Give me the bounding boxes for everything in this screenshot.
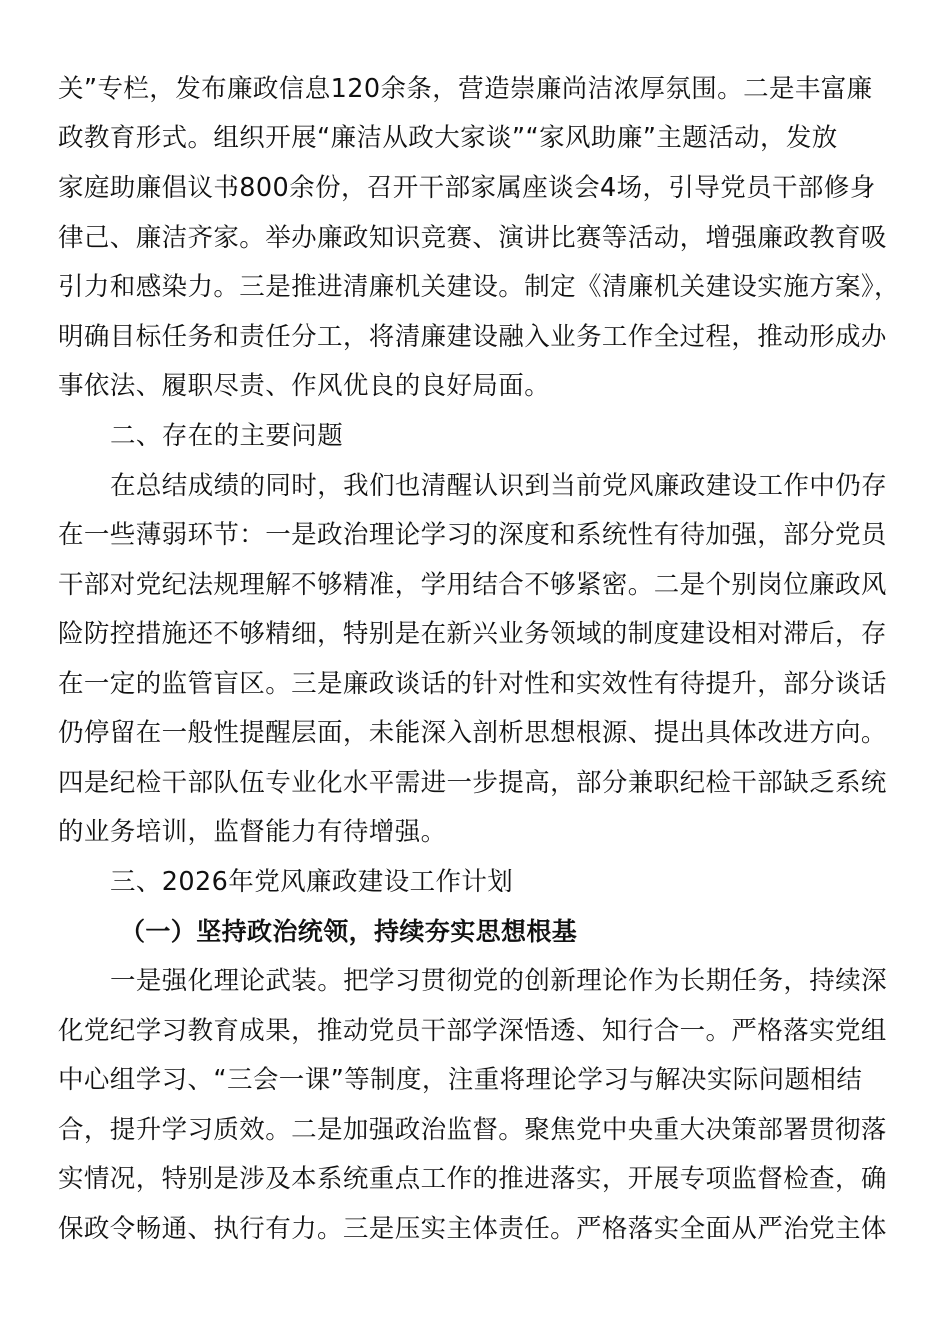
section-heading-2: 二、存在的主要问题 xyxy=(110,421,344,451)
body-text-line: 仍停留在一般性提醒层面，未能深入剖析思想根源、提出具体改进方向。 xyxy=(58,718,887,748)
body-text-line: 在一定的监管盲区。三是廉政谈话的针对性和实效性有待提升，部分谈话 xyxy=(58,669,887,699)
body-text-line: 在一些薄弱环节：一是政治理论学习的深度和系统性有待加强，部分党员 xyxy=(58,520,887,550)
body-text-line: 合，提升学习质效。二是加强政治监督。聚焦党中央重大决策部署贯彻落 xyxy=(58,1115,887,1145)
body-text-line: 四是纪检干部队伍专业化水平需进一步提高，部分兼职纪检干部缺乏系统 xyxy=(58,768,887,798)
body-text-line: 保政令畅通、执行有力。三是压实主体责任。严格落实全面从严治党主体 xyxy=(58,1214,887,1244)
paragraph-first-line: 一是强化理论武装。把学习贯彻党的创新理论作为长期任务，持续深 xyxy=(110,966,888,996)
subsection-heading-1: （一）坚持政治统领，持续夯实思想根基 xyxy=(120,917,578,946)
body-text-line: 化党纪学习教育成果，推动党员干部学深悟透、知行合一。严格落实党组 xyxy=(58,1016,887,1046)
body-text-line: 引力和感染力。三是推进清廉机关建设。制定《清廉机关建设实施方案》， xyxy=(58,272,900,302)
body-text-line: 政教育形式。组织开展“廉洁从政大家谈”“家风助廉”主题活动，发放 xyxy=(58,123,838,153)
body-text-line: 明确目标任务和责任分工，将清廉建设融入业务工作全过程，推动形成办 xyxy=(58,322,887,352)
section-heading-3: 三、2026年党风廉政建设工作计划 xyxy=(110,867,514,897)
body-text-line: 事依法、履职尽责、作风优良的良好局面。 xyxy=(58,371,551,401)
body-text-line: 律己、廉洁齐家。举办廉政知识竞赛、演讲比赛等活动，增强廉政教育吸 xyxy=(58,223,887,253)
body-text-line: 关”专栏，发布廉政信息120余条，营造崇廉尚洁浓厚氛围。二是丰富廉 xyxy=(58,74,873,104)
body-text-line: 家庭助廉倡议书800余份，召开干部家属座谈会4场，引导党员干部修身 xyxy=(58,173,876,203)
body-text-line: 中心组学习、“三会一课”等制度，注重将理论学习与解决实际问题相结 xyxy=(58,1065,863,1095)
body-text-line: 实情况，特别是涉及本系统重点工作的推进落实，开展专项监督检查，确 xyxy=(58,1164,887,1194)
body-text-line: 的业务培训，监督能力有待增强。 xyxy=(58,817,447,847)
body-text-line: 险防控措施还不够精细，特别是在新兴业务领域的制度建设相对滞后，存 xyxy=(58,619,887,649)
body-text-line: 干部对党纪法规理解不够精准，学用结合不够紧密。二是个别岗位廉政风 xyxy=(58,570,887,600)
paragraph-first-line: 在总结成绩的同时，我们也清醒认识到当前党风廉政建设工作中仍存 xyxy=(110,471,888,501)
